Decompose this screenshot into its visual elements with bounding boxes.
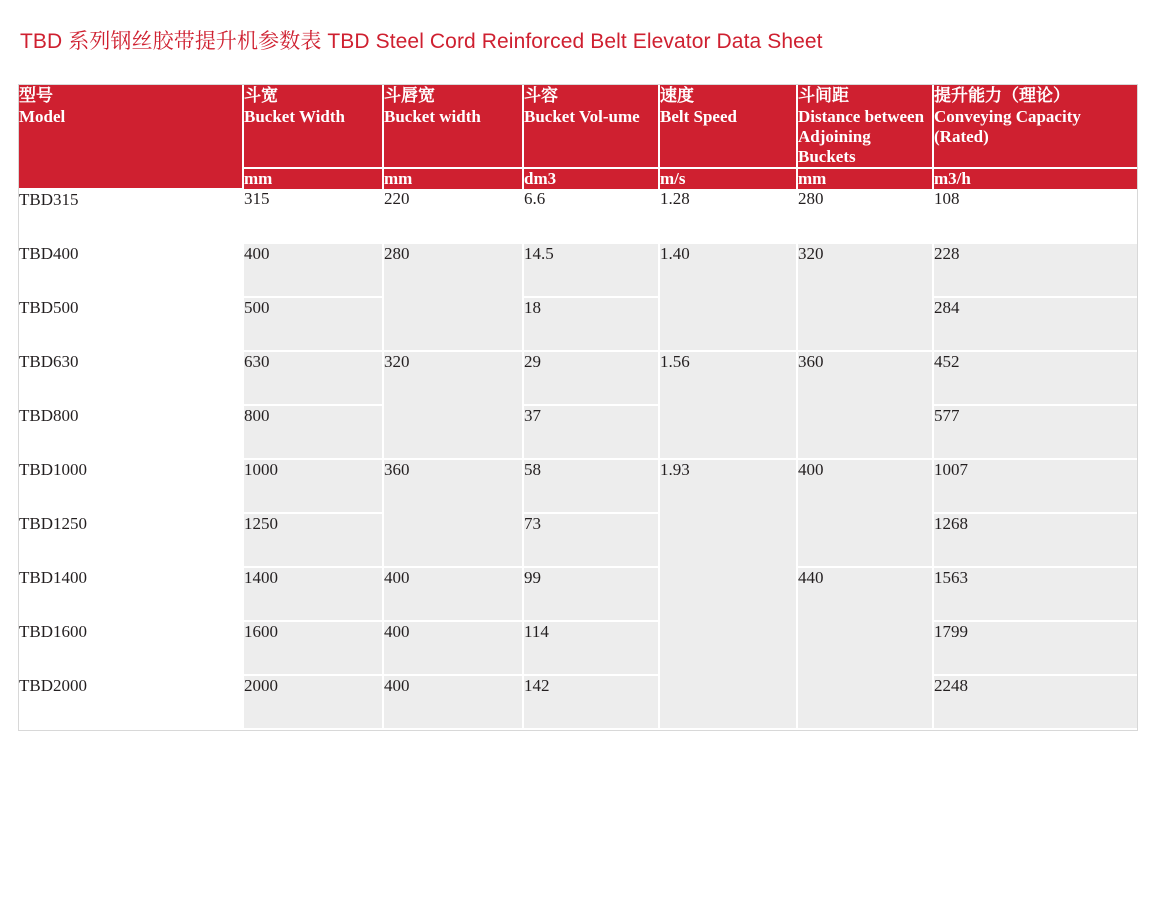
cell-volume: 99	[523, 567, 659, 621]
table-row	[19, 567, 1137, 621]
unit-bucket-volume: dm3	[523, 168, 659, 189]
cell-distance: 440	[797, 567, 933, 729]
cell-model: TBD500	[19, 297, 243, 351]
table-row	[19, 459, 1137, 513]
cell-capacity: 228	[933, 243, 1137, 297]
spec-table-container	[18, 84, 1138, 731]
cell-capacity: 1563	[933, 567, 1137, 621]
header-belt-speed: 速度 Belt Speed	[659, 85, 797, 168]
cell-model: TBD1000	[19, 459, 243, 513]
cell-model: TBD630	[19, 351, 243, 405]
cell-bucket-width: 1250	[243, 513, 383, 567]
cell-bucket-width: 315	[243, 189, 383, 243]
cell-bucket-width: 1000	[243, 459, 383, 513]
cell-volume: 73	[523, 513, 659, 567]
cell-capacity: 577	[933, 405, 1137, 459]
unit-bucket-distance: mm	[797, 168, 933, 189]
table-header-row	[19, 85, 1137, 168]
cell-bucket-width: 1600	[243, 621, 383, 675]
table-row	[19, 189, 1137, 243]
header-bucket-volume: 斗容 Bucket Vol-ume	[523, 85, 659, 168]
header-conveying-capacity: 提升能力（理论） Conveying Capacity (Rated)	[933, 85, 1137, 168]
cell-capacity: 284	[933, 297, 1137, 351]
cell-capacity: 108	[933, 189, 1137, 243]
cell-distance: 360	[797, 351, 933, 459]
cell-volume: 142	[523, 675, 659, 729]
cell-volume: 14.5	[523, 243, 659, 297]
cell-capacity: 1268	[933, 513, 1137, 567]
cell-distance: 320	[797, 243, 933, 351]
header-model: 型号 Model	[19, 85, 243, 189]
cell-distance: 280	[797, 189, 933, 243]
cell-model: TBD1400	[19, 567, 243, 621]
cell-lip-width: 400	[383, 621, 523, 675]
table-row	[19, 243, 1137, 297]
header-bucket-width: 斗宽 Bucket Width	[243, 85, 383, 168]
table-row	[19, 297, 1137, 351]
cell-lip-width: 360	[383, 459, 523, 567]
cell-volume: 29	[523, 351, 659, 405]
cell-volume: 6.6	[523, 189, 659, 243]
cell-lip-width: 400	[383, 675, 523, 729]
cell-bucket-width: 2000	[243, 675, 383, 729]
cell-bucket-width: 1400	[243, 567, 383, 621]
cell-model: TBD1600	[19, 621, 243, 675]
cell-speed: 1.28	[659, 189, 797, 243]
cell-capacity: 2248	[933, 675, 1137, 729]
page-title: TBD 系列钢丝胶带提升机参数表 TBD Steel Cord Reinforced Belt Elevator Data Sheet	[20, 30, 823, 53]
unit-bucket-width: mm	[243, 168, 383, 189]
cell-model: TBD400	[19, 243, 243, 297]
cell-bucket-width: 500	[243, 297, 383, 351]
cell-model: TBD315	[19, 189, 243, 243]
cell-lip-width: 320	[383, 351, 523, 459]
cell-speed: 1.93	[659, 459, 797, 729]
table-row	[19, 621, 1137, 675]
cell-speed: 1.56	[659, 351, 797, 459]
cell-capacity: 452	[933, 351, 1137, 405]
cell-model: TBD800	[19, 405, 243, 459]
unit-bucket-lip-width: mm	[383, 168, 523, 189]
table-row	[19, 675, 1137, 729]
header-bucket-lip-width: 斗唇宽 Bucket width	[383, 85, 523, 168]
cell-model: TBD2000	[19, 675, 243, 729]
table-row	[19, 351, 1137, 405]
cell-volume: 37	[523, 405, 659, 459]
cell-volume: 58	[523, 459, 659, 513]
cell-lip-width: 280	[383, 243, 523, 351]
cell-lip-width: 220	[383, 189, 523, 243]
unit-belt-speed: m/s	[659, 168, 797, 189]
cell-capacity: 1799	[933, 621, 1137, 675]
cell-bucket-width: 400	[243, 243, 383, 297]
cell-bucket-width: 630	[243, 351, 383, 405]
unit-conveying-capacity: m3/h	[933, 168, 1137, 189]
spec-table	[19, 85, 1137, 730]
table-row	[19, 513, 1137, 567]
cell-distance: 400	[797, 459, 933, 567]
table-row	[19, 405, 1137, 459]
cell-capacity: 1007	[933, 459, 1137, 513]
cell-model: TBD1250	[19, 513, 243, 567]
cell-volume: 114	[523, 621, 659, 675]
cell-volume: 18	[523, 297, 659, 351]
cell-bucket-width: 800	[243, 405, 383, 459]
header-bucket-distance: 斗间距 Distance between Adjoining Buckets	[797, 85, 933, 168]
table-body	[19, 189, 1137, 729]
cell-lip-width: 400	[383, 567, 523, 621]
cell-speed: 1.40	[659, 243, 797, 351]
